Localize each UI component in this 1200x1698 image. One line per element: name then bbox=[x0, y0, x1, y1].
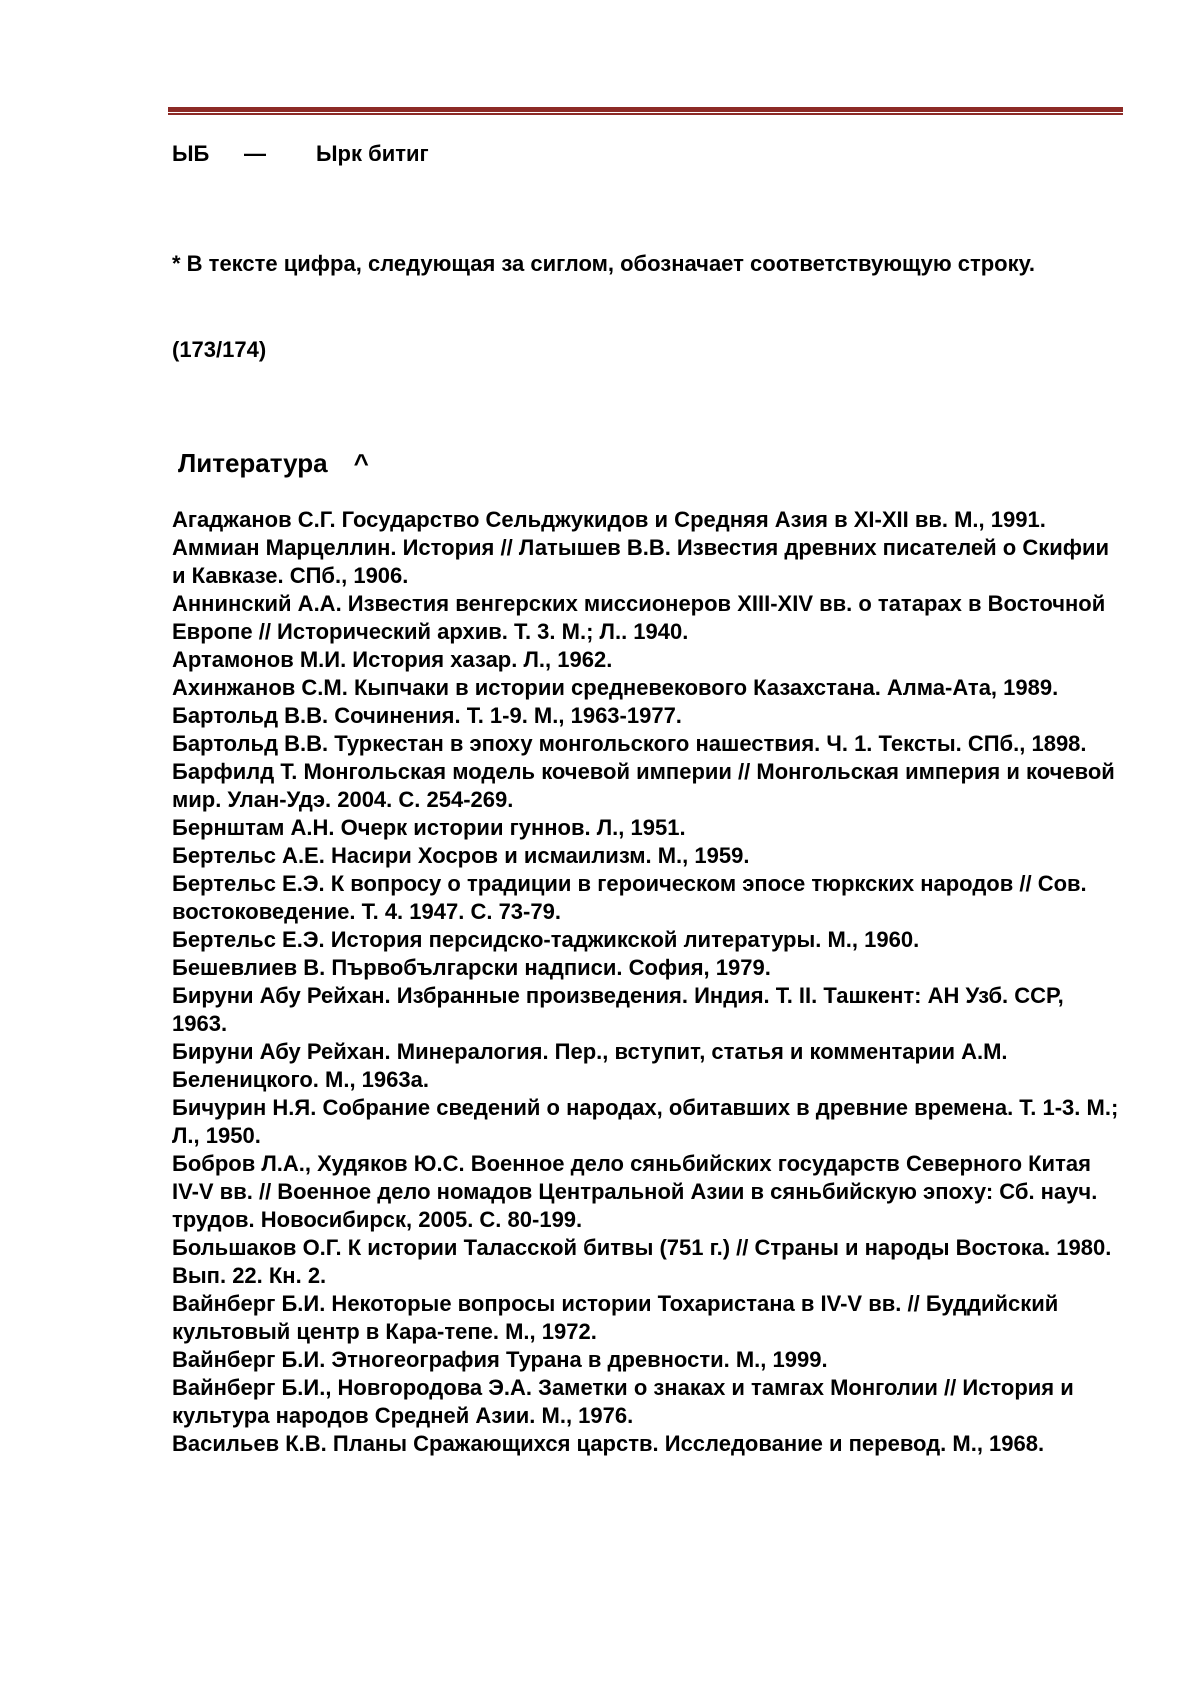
bibliography-item: Васильев К.В. Планы Сражающихся царств. Исследование и перевод. М., 1968. bbox=[172, 1431, 1045, 1456]
bibliography-item: Ахинжанов С.М. Кыпчаки в истории средневекового Казахстана. Алма-Ата, 1989. bbox=[172, 675, 1059, 700]
page-numbers: (173/174) bbox=[172, 337, 267, 362]
bibliography-item: Аммиан Марцеллин. История // Латышев В.В. Известия древних писателей о Скифии и Кавказе. СПб., 1906. bbox=[172, 535, 1110, 588]
header-rule bbox=[168, 107, 1123, 115]
bibliography-item: Артамонов М.И. История хазар. Л., 1962. bbox=[172, 647, 613, 672]
bibliography-item: Бичурин Н.Я. Собрание сведений о народах, обитавших в древние времена. Т. 1-3. М.; Л., 1950. bbox=[172, 1095, 1119, 1148]
bibliography-item: Барфилд Т. Монгольская модель кочевой империи // Монгольская империя и кочевой мир. Улан-Удэ. 2004. С. 254-269. bbox=[172, 759, 1115, 812]
bibliography-item: Большаков О.Г. К истории Таласской битвы (751 г.) // Страны и народы Востока. 1980. Вып. 22. Кн. 2. bbox=[172, 1235, 1112, 1288]
bibliography-item: Вайнберг Б.И. Этногеография Турана в древности. М., 1999. bbox=[172, 1347, 828, 1372]
bibliography-item: Бертельс Е.Э. К вопросу о традиции в героическом эпосе тюркских народов // Сов. востоковедение. Т. 4. 1947. С. 73-79. bbox=[172, 871, 1087, 924]
bibliography-item: Вайнберг Б.И. Некоторые вопросы истории Тохаристана в IV-V вв. // Буддийский культовый центр в Кара-тепе. М., 1972. bbox=[172, 1291, 1059, 1344]
literature-heading bbox=[178, 446, 369, 480]
bibliography-item: Вайнберг Б.И., Новгородова Э.А. Заметки о знаках и тамгах Монголии // История и культура народов Средней Азии. М., 1976. bbox=[172, 1375, 1074, 1428]
abbreviation-entry bbox=[172, 140, 429, 168]
abbreviation-key: ЫБ bbox=[172, 141, 210, 166]
bibliography-item: Бешевлиев В. Първобългарски надписи. София, 1979. bbox=[172, 955, 771, 980]
header-rule-thin bbox=[168, 113, 1123, 115]
bibliography-item: Бобров Л.А., Худяков Ю.С. Военное дело сяньбийских государств Северного Китая IV-V вв. // Военное дело номадов Центральной Азии в сяньбийскую эпоху: Сб. науч. трудов. Новосибирск, 2005. С. 80-199. bbox=[172, 1151, 1098, 1232]
bibliography-item: Бируни Абу Рейхан. Минералогия. Пер., вступит, статья и комментарии А.М. Беленицкого. М., 1963а. bbox=[172, 1039, 1008, 1092]
bibliography-item: Агаджанов С.Г. Государство Сельджукидов и Средняя Азия в XI-XII вв. М., 1991. bbox=[172, 507, 1046, 532]
abbreviation-dash: — bbox=[244, 141, 266, 166]
header-rule-thick bbox=[168, 107, 1123, 112]
bibliography-item: Бертельс Е.Э. История персидско-таджикской литературы. М., 1960. bbox=[172, 927, 920, 952]
bibliography-list bbox=[172, 506, 1122, 1458]
back-to-top-link[interactable]: ^ bbox=[353, 448, 369, 478]
bibliography-item: Бируни Абу Рейхан. Избранные произведения. Индия. Т. II. Ташкент: АН Узб. ССР, 1963. bbox=[172, 983, 1064, 1036]
bibliography-item: Бертельс А.Е. Насири Хосров и исмаилизм. М., 1959. bbox=[172, 843, 750, 868]
abbreviation-value: Ырк битиг bbox=[316, 141, 429, 166]
footnote: * В тексте цифра, следующая за сиглом, обозначает соответствующую строку. bbox=[172, 251, 1036, 276]
bibliography-item: Бартольд В.В. Сочинения. Т. 1-9. М., 1963-1977. bbox=[172, 703, 682, 728]
bibliography-item: Бартольд В.В. Туркестан в эпоху монгольского нашествия. Ч. 1. Тексты. СПб., 1898. bbox=[172, 731, 1087, 756]
literature-title: Литература bbox=[178, 448, 328, 478]
bibliography-item: Бернштам А.Н. Очерк истории гуннов. Л., 1951. bbox=[172, 815, 686, 840]
bibliography-item: Аннинский А.А. Известия венгерских миссионеров XIII-XIV вв. о татарах в Восточной Европе // Исторический архив. Т. 3. М.; Л.. 1940. bbox=[172, 591, 1106, 644]
